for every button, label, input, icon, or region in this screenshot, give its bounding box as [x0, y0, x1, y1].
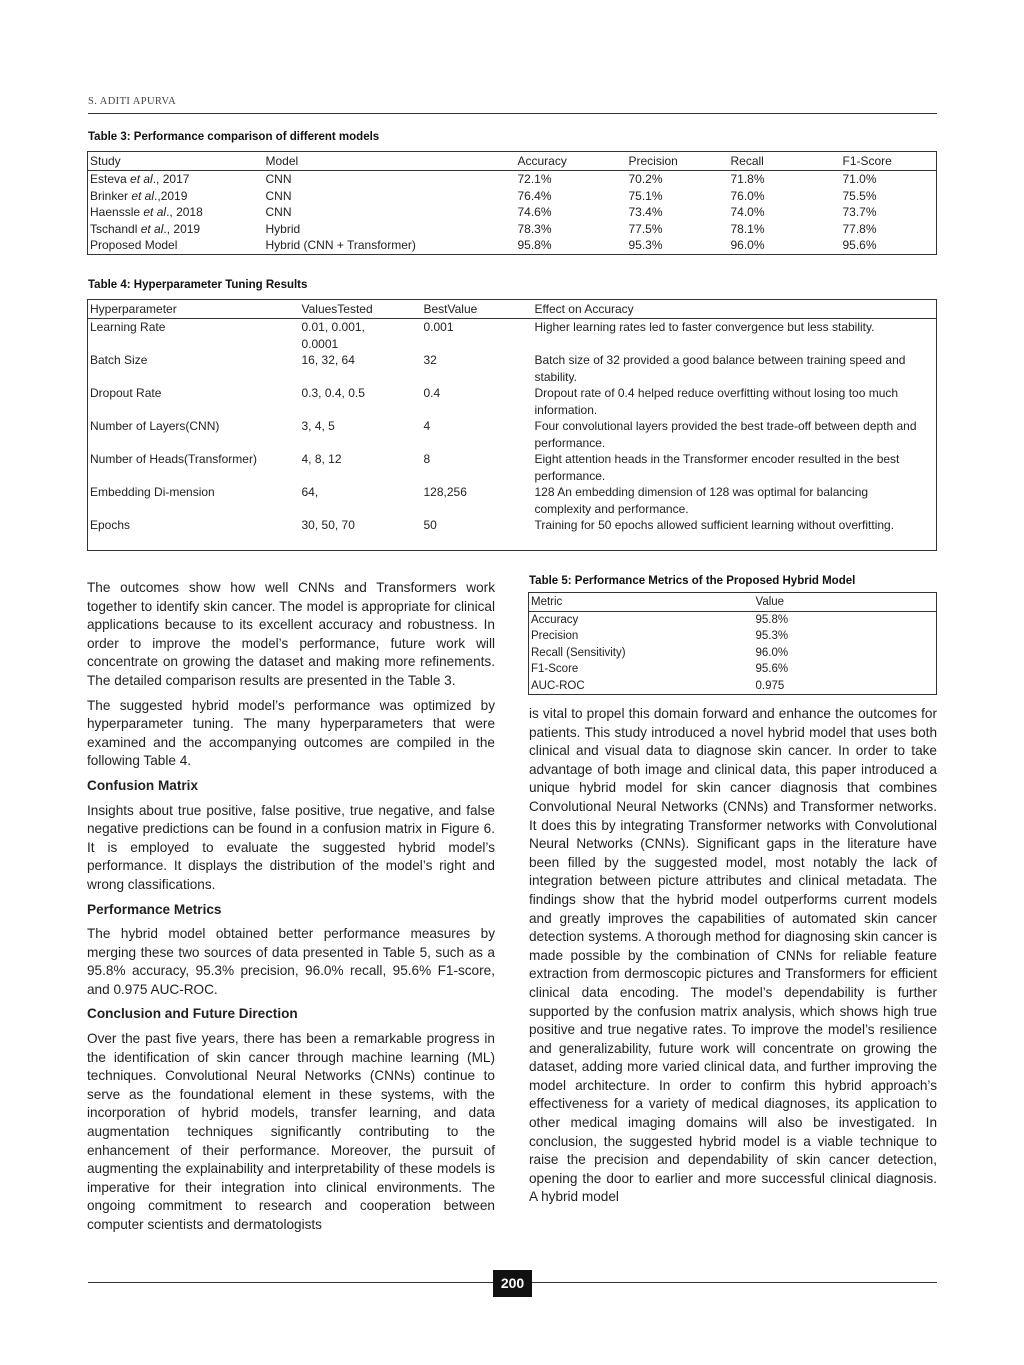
- table-row: [529, 678, 937, 695]
- table3-cell-f1: 95.6%: [842, 238, 877, 252]
- table5-cell-value: 96.0%: [755, 646, 789, 659]
- table5-header-metric: Metric: [529, 593, 754, 612]
- table4-cell-tested: 16, 32, 64: [301, 353, 355, 367]
- table3-caption: Table 3: Performance comparison of different models: [88, 131, 380, 143]
- paragraph-conclusion: Over the past five years, there has been a remarkable progress in the identification of skin cancer through machine learning (ML) techniques. Convolutional Neural Networks (CNNs) continue to serve as the foundational element in these systems, with the incorporation of hybrid models, transfer learning, and data augmentation techniques significantly contributing to the enhancement of their performance. Moreover, the pursuit of augmenting the explainability and interpretability of these models is imperative for their integration into clinical environments. The ongoing commitment to research and cooperation between computer scientists and dermatologists: [87, 1031, 495, 1232]
- table3-cell-f1: 77.8%: [842, 221, 877, 236]
- table4-header-best-value: BestValue: [422, 300, 533, 319]
- running-head: S. ADITI APURVA: [88, 96, 177, 107]
- table4-cell-effect: Four convolutional layers provided the best trade-off between depth and performance.: [534, 419, 917, 450]
- table3-header-recall: Recall: [729, 152, 841, 171]
- table4-cell-best: 32: [423, 353, 437, 367]
- right-column: [529, 705, 937, 1213]
- table4-cell-best: 0.4: [423, 386, 441, 400]
- table5-cell-metric: Recall (Sensitivity): [531, 646, 626, 659]
- table4-cell-tested: 4, 8, 12: [301, 452, 342, 466]
- table-row: [88, 517, 937, 551]
- table3-cell-f1: 75.5%: [842, 188, 877, 203]
- table3-cell-study: Brinker et al.,2019: [90, 188, 188, 203]
- table3-cell-recall: 96.0%: [730, 238, 765, 252]
- paragraph-confusion-matrix: Insights about true positive, false positive, true negative, and false negative predictions can be found in a confusion matrix in Figure 6. It is employed to evaluate the suggested hybrid model’s performance. It displays the distribution of the model’s right and wrong classifications.: [87, 802, 495, 892]
- left-column: [87, 579, 495, 1241]
- table4-cell-best: 128,256: [423, 485, 467, 499]
- heading-confusion-matrix: Confusion Matrix: [87, 777, 199, 793]
- table3-cell-model: Hybrid: [265, 221, 301, 236]
- table4-cell-effect: Eight attention heads in the Transformer encoder resulted in the best performance.: [534, 452, 900, 483]
- table5-cell-metric: Precision: [531, 630, 579, 643]
- table3-cell-accuracy: 74.6%: [517, 205, 552, 219]
- table-row: [88, 204, 937, 221]
- table4-cell-effect: Training for 50 epochs allowed sufficient learning without overfitting.: [534, 518, 895, 532]
- table4: [87, 299, 937, 551]
- table-row: [529, 645, 937, 661]
- table5-header-row: [529, 593, 937, 612]
- table3-cell-precision: 70.2%: [628, 172, 663, 186]
- table5: [528, 592, 937, 695]
- table3-cell-recall: 71.8%: [730, 172, 765, 186]
- table-row: [88, 171, 937, 188]
- table5-cell-metric: AUC-ROC: [531, 679, 585, 692]
- table4-cell-best: 0.001: [423, 320, 454, 334]
- table-row: [88, 484, 937, 517]
- table3-cell-f1: 73.7%: [842, 205, 877, 219]
- heading-conclusion: Conclusion and Future Direction: [87, 1006, 298, 1022]
- table4-caption: Table 4: Hyperparameter Tuning Results: [88, 279, 308, 291]
- table5-cell-value: 0.975: [755, 679, 785, 692]
- table3-cell-recall: 74.0%: [730, 205, 765, 219]
- table3-cell-precision: 95.3%: [628, 238, 663, 252]
- table3-header-f1: F1-Score: [841, 152, 937, 171]
- table3-cell-f1: 71.0%: [842, 172, 877, 186]
- table5-cell-value: 95.6%: [755, 663, 789, 676]
- table-row: [529, 612, 937, 629]
- table3-cell-study: Haenssle et al., 2018: [90, 205, 203, 219]
- table5-cell-value: 95.8%: [755, 614, 789, 626]
- table3-cell-recall: 76.0%: [730, 188, 765, 203]
- table3-cell-precision: 73.4%: [628, 205, 663, 219]
- table-row: [88, 451, 937, 484]
- table3-header-model: Model: [264, 152, 516, 171]
- heading-performance-metrics: Performance Metrics: [87, 901, 222, 917]
- table4-cell-tested: 0.01, 0.001, 0.0001: [301, 320, 365, 351]
- table3-cell-study: Tschandl et al., 2019: [90, 221, 201, 236]
- page-number: 200: [493, 1270, 532, 1297]
- table3-cell-accuracy: 76.4%: [517, 188, 552, 203]
- table3-cell-precision: 77.5%: [628, 221, 663, 236]
- table4-cell-effect: 128 An embedding dimension of 128 was optimal for balancing complexity and performance.: [534, 485, 869, 516]
- table4-header-effect: Effect on Accuracy: [533, 300, 937, 319]
- table5-cell-value: 95.3%: [755, 630, 789, 643]
- table3-header-row: [88, 152, 937, 171]
- paragraph-performance-metrics: The hybrid model obtained better performance measures by merging these two sources of data presented in Table 5, such as a 95.8% accuracy, 95.3% precision, 96.0% recall, 95.6% F1-score, and 0.975 AUC-ROC.: [87, 926, 495, 997]
- table-row: [88, 188, 937, 205]
- table-row: [88, 418, 937, 451]
- table3-cell-model: CNN: [265, 188, 292, 203]
- table3-cell-accuracy: 78.3%: [517, 221, 552, 236]
- table4-cell-effect: Batch size of 32 provided a good balance between training speed and stability.: [534, 353, 906, 384]
- table5-cell-metric: F1-Score: [531, 663, 579, 676]
- table3-cell-study: Esteva et al., 2017: [90, 172, 190, 186]
- paragraph-hyperparameter: The suggested hybrid model’s performance was optimized by hyperparameter tuning. The many hyperparameters that were examined and the accompanying outcomes are compiled in the following Table 4.: [87, 697, 495, 769]
- table3: [87, 151, 937, 255]
- table4-cell-tested: 0.3, 0.4, 0.5: [301, 386, 365, 400]
- table3-cell-model: CNN: [265, 205, 292, 219]
- table4-cell-tested: 3, 4, 5: [301, 419, 335, 433]
- table-row: [529, 661, 937, 677]
- table4-cell-tested: 30, 50, 70: [301, 518, 355, 532]
- table-row: [88, 385, 937, 418]
- table4-cell-best: 8: [423, 452, 431, 466]
- table4-header-hyperparameter: Hyperparameter: [88, 300, 300, 319]
- header-rule: [88, 113, 937, 114]
- table4-header-row: [88, 300, 937, 319]
- footer-rule-left: [88, 1282, 493, 1283]
- table4-cell-tested: 64,: [301, 485, 319, 499]
- table-row: [88, 319, 937, 353]
- table4-cell-param: Epochs: [90, 518, 131, 532]
- table4-cell-param: Number of Heads(Transformer): [90, 452, 257, 466]
- table4-header-values-tested: ValuesTested: [300, 300, 422, 319]
- table3-cell-model: CNN: [265, 172, 292, 186]
- table3-cell-precision: 75.1%: [628, 188, 663, 203]
- table4-cell-best: 4: [423, 419, 431, 433]
- table4-cell-param: Batch Size: [90, 353, 148, 367]
- table4-cell-param: Learning Rate: [90, 320, 166, 334]
- table5-cell-metric: Accuracy: [531, 614, 579, 626]
- table4-cell-param: Dropout Rate: [90, 386, 162, 400]
- table-row: [529, 628, 937, 644]
- paragraph-conclusion-continued: is vital to propel this domain forward and enhance the outcomes for patients. This study introduced a novel hybrid model that uses both clinical and visual data to diagnose skin cancer. In order to take advantage of both image and clinical data, this paper introduced a unique hybrid model for skin cancer diagnosis that combines Convolutional Neural Networks (CNNs) and Transformer networks. It does this by integrating Transformer networks with Convolutional Neural Networks (CNNs). Significant gaps in the literature have been filled by the suggested model, most notably the lack of integration between picture attributes and clinical metadata. The findings show that the hybrid model outperforms current models and greatly improves the capabilities of automated skin cancer detection systems. A thorough method for diagnosing skin cancer is made possible by the combination of CNNs for reliable feature extraction from dermoscopic pictures and Transformers for efficient clinical data encoding. The model’s dependability is further supported by the confusion matrix analysis, which shows high true positive and true negative rates. To improve the model’s resilience and generalizability, future work will concentrate on growing the dataset, adding more varied clinical data, and further improving the model architecture. In order to confirm this hybrid approach’s effectiveness for a variety of medical diagnoses, its application to other medical imaging domains will also be investigated. In conclusion, the suggested hybrid model is a viable technique to raise the precision and dependability of skin cancer detection, opening the door to earlier and more successful clinical diagnosis. A hybrid model: [529, 706, 937, 1205]
- table3-cell-accuracy: 72.1%: [517, 172, 552, 186]
- table4-cell-param: Embedding Di-mension: [90, 485, 215, 499]
- table4-cell-effect: Higher learning rates led to faster convergence but less stability.: [534, 320, 875, 334]
- table4-cell-best: 50: [423, 518, 437, 532]
- table-row: [88, 237, 937, 254]
- table4-cell-effect: Dropout rate of 0.4 helped reduce overfitting without losing too much information.: [534, 386, 899, 417]
- table-row: [88, 352, 937, 385]
- table3-header-precision: Precision: [627, 152, 729, 171]
- table-row: [88, 221, 937, 238]
- table3-cell-recall: 78.1%: [730, 221, 765, 236]
- paragraph-results-intro: The outcomes show how well CNNs and Transformers work together to identify skin cancer. The model is appropriate for clinical applications because to its excellent accuracy and robustness. In order to improve the model’s performance, future work will concentrate on growing the dataset and making more refinements. The detailed comparison results are presented in the Table 3.: [87, 580, 495, 688]
- footer-rule-right: [532, 1282, 937, 1283]
- table5-caption: Table 5: Performance Metrics of the Proposed Hybrid Model: [529, 575, 856, 587]
- table3-cell-accuracy: 95.8%: [517, 238, 552, 252]
- table4-cell-param: Number of Layers(CNN): [90, 419, 220, 433]
- table3-header-accuracy: Accuracy: [516, 152, 627, 171]
- table3-cell-study: Proposed Model: [90, 238, 178, 252]
- table5-header-value: Value: [754, 593, 937, 612]
- table3-cell-model: Hybrid (CNN + Transformer): [265, 238, 416, 252]
- table3-header-study: Study: [88, 152, 264, 171]
